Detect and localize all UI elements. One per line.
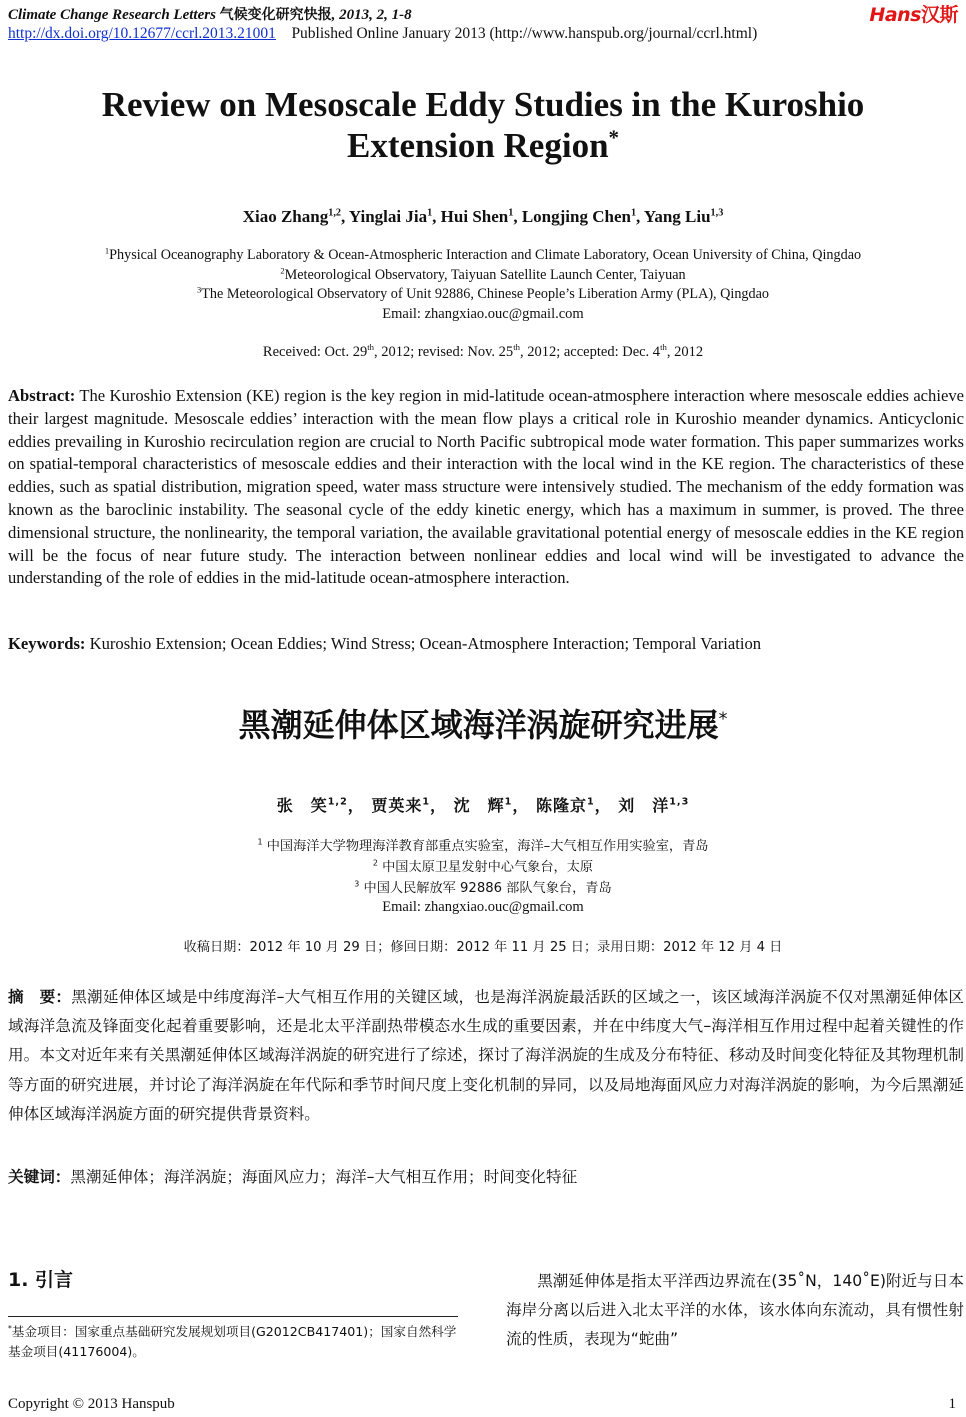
keywords-cn xyxy=(8,1165,964,1187)
affiliation-cn: $^1$ 中国海洋大学物理海洋教育部重点实验室，海洋–大气相互作用实验室，青岛 xyxy=(257,837,709,854)
page-number: 1 xyxy=(948,1396,956,1412)
author-list-cn: 张 笑$^{1,2}$， 贾英来$^1$， 沈 辉$^1$， 陈隆京$^1$， 刘 洋$^{1,3}$ xyxy=(276,796,690,815)
author-cn: 沈 辉 xyxy=(453,796,505,815)
author: Xiao Zhang xyxy=(242,207,329,226)
abstract-text: The Kuroshio Extension (KE) region is the key region in mid-latitude ocean-atmosphere interaction where mesoscale eddies achieve their largest magnitude. Mesoscale eddies’ interaction with the mean flow plays a critical role in Kuroshio meander dynamics. Anticyclonic eddies prevailing in Kuroshio recirculation region are crucial to North Pacific subtropical mode water formation. This paper summarizes works on spatial-temporal characteristics of mesoscale eddies and their interaction with the local wind in the KE region. The characteristics of these eddies, such as spatial distribution, migration speed, water mass structure were intensively studied. The mechanism of the eddy formation was known as the baroclinic instability. The seasonal cycle of the eddy kinetic energy, which has a maximum in summer, is proved. The three dimensional structure, the nonlinearity, the temporal variation, the available gravitational potential energy of mesoscale eddies in the KE region will be the focus of near future study. The interaction between nonlinear eddies and local wind will be investigated to advance the understanding of the role of eddies in the mid-latitude ocean-atmosphere interaction. xyxy=(8,386,964,588)
abstract xyxy=(8,385,964,590)
author: Yinglai Jia xyxy=(348,207,428,226)
received-dates: Received: Oct. 29th, 2012; revised: Nov. 25th, 2012; accepted: Dec. 4th, 2012 xyxy=(262,342,704,360)
footnote: *基金项目：国家重点基础研究发展规划项目(G2012CB417401)；国家自然科学基金项目(41176004)。 xyxy=(8,1323,457,1359)
received-dates-cn: 收稿日期：2012 年 10 月 29 日；修回日期：2012 年 11 月 25 日；录用日期：2012 年 12 月 4 日 xyxy=(183,940,783,955)
affiliations xyxy=(0,246,966,305)
affiliation-cn: $^2$ 中国太原卫星发射中心气象台，太原 xyxy=(372,858,594,875)
author-cn: 刘 洋 xyxy=(618,796,670,815)
doi-link[interactable]: http://dx.doi.org/10.12677/ccrl.2013.21001 xyxy=(8,25,276,42)
journal-name-cn: 气候变化研究快报 xyxy=(219,7,332,23)
footnote-divider xyxy=(8,1316,458,1317)
published-info: Published Online January 2013 (http://www.hanspub.org/journal/ccrl.html) xyxy=(291,25,758,42)
keywords-label-cn: 关键词： xyxy=(8,1168,71,1186)
author: Hui Shen xyxy=(440,207,509,226)
keywords-label: Keywords: xyxy=(8,634,86,653)
author: Yang Liu xyxy=(643,207,711,226)
section-heading: 1. 引言 xyxy=(8,1269,74,1291)
affiliation: $^2$Meteorological Observatory, Taiyuan Satellite Launch Center, Taiyuan xyxy=(280,264,686,283)
keywords xyxy=(8,634,964,654)
journal-header xyxy=(8,4,412,24)
keywords-text: Kuroshio Extension; Ocean Eddies; Wind Stress; Ocean-Atmosphere Interaction; Temporal Variation xyxy=(89,634,762,653)
keywords-text-cn: 黑潮延伸体；海洋涡旋；海面风应力；海洋–大气相互作用；时间变化特征 xyxy=(70,1168,578,1186)
title-footnote-mark: * xyxy=(608,125,620,150)
author-cn: 陈隆京 xyxy=(535,796,587,815)
abstract-label: Abstract: xyxy=(8,386,76,405)
affiliations-cn xyxy=(0,836,966,899)
intro-paragraph: 黑潮延伸体是指太平洋西边界流在(35˚N，140˚E)附近与日本海岸分离以后进入北太平洋的水体，该水体向东流动，具有惯性射流的性质，表现为“蛇曲” xyxy=(506,1272,964,1348)
affiliation-cn: $^3$ 中国人民解放军 92886 部队气象台，青岛 xyxy=(354,879,612,896)
author-list: Xiao Zhang$^{1,2}$, Yinglai Jia$^1$, Hui Shen$^1$, Longjing Chen$^1$, Yang Liu$^{1,3}$ xyxy=(242,207,724,226)
paper-title-cn: 黑潮延伸体区域海洋涡旋研究进展* xyxy=(238,706,728,744)
author: Longjing Chen xyxy=(521,207,631,226)
paper-title: Review on Mesoscale Eddy Studies in the Kuroshio Extension Region* xyxy=(101,85,865,165)
affiliation: $^3$The Meteorological Observatory of Unit 92886, Chinese People’s Liberation Army (PLA), Qingdao xyxy=(196,284,770,302)
abstract-label-cn: 摘 要： xyxy=(8,988,72,1006)
journal-info: , 2013, 2, 1-8 xyxy=(331,7,412,23)
abstract-text-cn: 黑潮延伸体区域是中纬度海洋–大气相互作用的关键区域，也是海洋涡旋最活跃的区域之一，该区域海洋涡旋不仅对黑潮延伸体区域海洋急流及锋面变化起着重要影响，还是北太平洋副热带模态水生成的重要因素，并在中纬度大气–海洋相互作用过程中起着关键性的作用。本文对近年来有关黑潮延伸体区域海洋涡旋的研究进行了综述，探讨了海洋涡旋的生成及分布特征、移动及时间变化特征及其物理机制等方面的研究进展，并讨论了海洋涡旋在年代际和季节时间尺度上变化机制的异同，以及局地海面风应力对海洋涡旋的影响，为今后黑潮延伸体区域海洋涡旋方面的研究提供背景资料。 xyxy=(8,988,964,1123)
copyright: Copyright © 2013 Hanspub xyxy=(8,1396,175,1412)
publisher-logo: Hans汉斯 xyxy=(869,4,958,26)
author-cn: 张 笑 xyxy=(276,796,328,815)
contact-email: Email: zhangxiao.ouc@gmail.com xyxy=(382,306,584,322)
author-cn: 贾英来 xyxy=(371,796,423,815)
affiliation: $^1$Physical Oceanography Laboratory & Ocean-Atmospheric Interaction and Climate Laboratory, Ocean University of China, Qingdao xyxy=(104,245,862,263)
journal-name: Climate Change Research Letters xyxy=(8,7,216,23)
doi-line xyxy=(8,25,757,43)
abstract-cn xyxy=(8,983,964,1129)
contact-email-cn: Email: zhangxiao.ouc@gmail.com xyxy=(382,899,584,915)
